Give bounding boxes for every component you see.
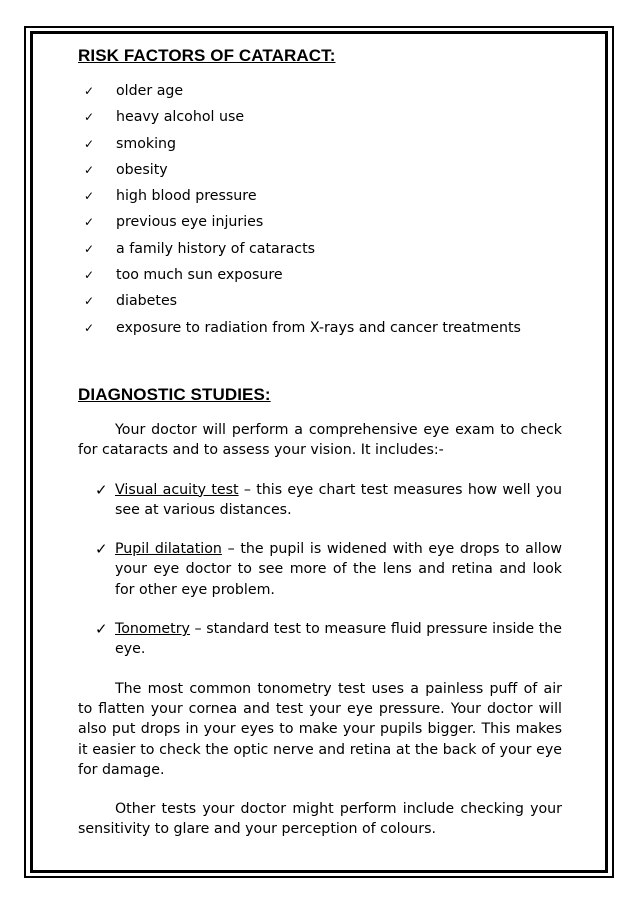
checkmark-icon: ✓ bbox=[84, 189, 95, 204]
tonometry-paragraph: The most common tonometry test uses a painless puff of air to flatten your cornea and test your eye pressure. Your doctor will also put drops in your eyes to make your pupils bigger. This makes it easier to check the optic nerve and retina at the back of your eye for damage. bbox=[78, 680, 562, 778]
list-item: ✓ obesity bbox=[78, 157, 562, 183]
list-item: ✓ high blood pressure bbox=[78, 183, 562, 209]
checkmark-icon: ✓ bbox=[84, 110, 95, 125]
checkmark-icon: ✓ bbox=[84, 215, 95, 230]
checkmark-icon: ✓ bbox=[84, 136, 95, 151]
checkmark-icon: ✓ bbox=[84, 84, 95, 98]
checkmark-icon: ✓ bbox=[95, 480, 108, 499]
checkmark-icon: ✓ bbox=[84, 268, 95, 283]
test-name: Visual acuity test bbox=[115, 481, 239, 498]
checkmark-icon: ✓ bbox=[95, 620, 108, 639]
risk-factors-list bbox=[78, 78, 562, 341]
test-item-tonometry bbox=[78, 619, 562, 660]
list-item: ✓ diabetes bbox=[78, 288, 562, 314]
list-item: ✓ older age bbox=[78, 78, 562, 104]
checkmark-icon: ✓ bbox=[84, 241, 95, 256]
list-item: ✓ exposure to radiation from X-rays and cancer treatments bbox=[78, 315, 562, 341]
test-description: – standard test to measure fluid pressure inside the eye. bbox=[115, 621, 562, 658]
test-item-pupil-dilatation bbox=[78, 539, 562, 600]
page-content bbox=[78, 42, 562, 840]
test-description: – this eye chart test measures how well you see at various distances. bbox=[115, 481, 562, 518]
list-item: ✓ a family history of cataracts bbox=[78, 236, 562, 262]
test-name: Pupil dilatation bbox=[115, 541, 222, 558]
checkmark-icon: ✓ bbox=[84, 162, 95, 177]
list-item: ✓ previous eye injuries bbox=[78, 209, 562, 235]
checkmark-icon: ✓ bbox=[95, 540, 108, 559]
list-item: ✓ too much sun exposure bbox=[78, 262, 562, 288]
diagnostic-studies-heading: DIAGNOSTIC STUDIES: bbox=[78, 384, 271, 404]
other-tests-paragraph: Other tests your doctor might perform include checking your sensitivity to glare and your perception of colours. bbox=[78, 801, 562, 838]
checkmark-icon: ✓ bbox=[84, 320, 95, 335]
risk-factors-heading: RISK FACTORS OF CATARACT: bbox=[78, 46, 336, 65]
list-item: ✓ heavy alcohol use bbox=[78, 104, 562, 130]
checkmark-icon: ✓ bbox=[84, 294, 95, 309]
test-name: Tonometry bbox=[115, 621, 190, 638]
diagnostic-intro-paragraph: Your doctor will perform a comprehensive eye exam to check for cataracts and to assess your vision. It includes:- bbox=[78, 421, 562, 459]
test-description: – the pupil is widened with eye drops to allow your eye doctor to see more of the lens and retina and look for other eye problem. bbox=[115, 541, 562, 598]
list-item: ✓ smoking bbox=[78, 131, 562, 157]
test-item-visual-acuity bbox=[78, 480, 562, 521]
